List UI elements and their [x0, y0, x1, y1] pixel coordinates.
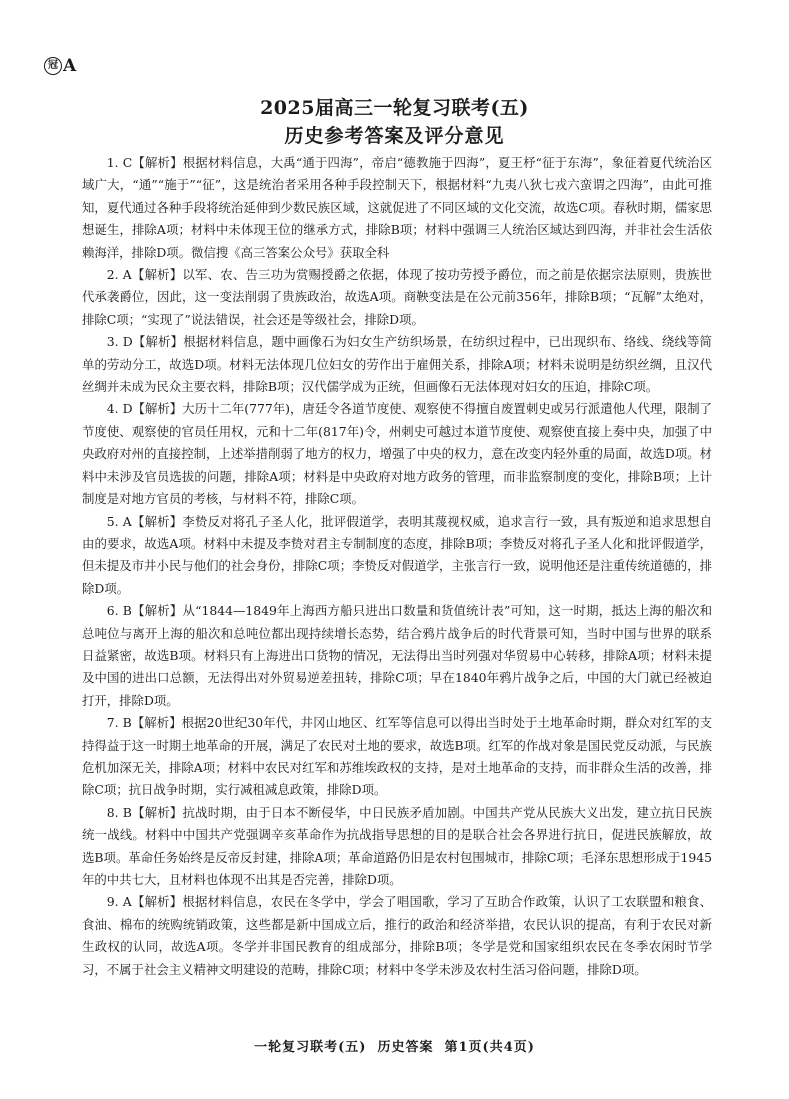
- corner-mark: [44, 56, 76, 76]
- corner-letter: A: [63, 56, 77, 76]
- answer-item-6: 6. B【解析】从“1844—1849年上海西方船只进出口数量和货值统计表”可知，这一时期，抵达上海的船次和总吨位与离开上海的船次和总吨位都出现持续增长态势，结合鸦片战争后的时代背景可知，当时中国与世界的联系日益紧密，故选B项。材料只有上海进出口货物的情况，无法得出当时列强对华贸易中心转移，排除A项；材料未提及中国的进出口总额，无法得出对外贸易逆差扭转，排除C项；早在1840年鸦片战争之后，中国的大门就已经被迫打开，排除D项。: [82, 603, 712, 708]
- answer-item-7: 7. B【解析】根据20世纪30年代，井冈山地区、红军等信息可以得出当时处于土地革命时期，群众对红军的支持得益于这一时期土地革命的开展，满足了农民对土地的要求，故选B项。红军的作战对象是国民党反动派，与民族危机加深无关，排除A项；材料中农民对红军和苏维埃政权的支持，是对土地革命的支持，而非群众生活的改善，排除C项；抗日战争时期，实行减租减息政策，排除D项。: [82, 715, 712, 798]
- answer-list: [82, 152, 712, 981]
- answer-item-5: 5. A【解析】李贽反对将孔子圣人化，批评假道学，表明其蔑视权威，追求言行一致，具有叛逆和追求思想自由的要求，故选A项。材料中未提及李贽对君主专制制度的态度，排除B项；李贽反对将孔子圣人化和批评假道学，但未提及市井小民与他们的社会身份，排除C项；李贽反对假道学，主张言行一致，说明他还是注重传统道德的，排除D项。: [82, 513, 712, 596]
- page-footer: 一轮复习联考(五) 历史答案 第1页(共4页): [254, 1040, 535, 1055]
- seal-stamp: 冠: [44, 57, 62, 75]
- answer-item-9: 9. A【解析】根据材料信息，农民在冬学中，学会了唱国歌，学习了互助合作政策，认识了工农联盟和粮食、食油、棉布的统购统销政策，这些都是新中国成立后，推行的政治和经济举措，农民认识的提高，有利于农民对新生政权的认同，故选A项。冬学并非国民教育的组成部分，排除B项；冬学是党和国家组织农民在冬季农闲时节学习，不属于社会主义精神文明建设的范畴，排除C项；材料中冬学未涉及农村生活习俗问题，排除D项。: [82, 894, 712, 977]
- answer-item-8: 8. B【解析】抗战时期，由于日本不断侵华，中日民族矛盾加剧。中国共产党从民族大义出发，建立抗日民族统一战线。材料中中国共产党强调辛亥革命作为抗战指导思想的目的是联合社会各界进行抗日，促进民族解放，故选B项。革命任务始终是反帝反封建，排除A项；革命道路仍旧是农村包围城市，排除C项；毛泽东思想形成于1945年的中共七大，且材料也体现不出其是否完善，排除D项。: [82, 804, 712, 887]
- document-subtitle: 历史参考答案及评分意见: [284, 125, 505, 147]
- answer-item-1: 1. C【解析】根据材料信息，大禹“通于四海”，帝启“德教施于四海”，夏王杼“征于东海”，象征着夏代统治区域广大，“通”“施于”“征”，这是统治者采用各种手段控制天下，根据材料“九夷八狄七戎六蛮谓之四海”，由此可推知，夏代通过各种手段将统治延伸到少数民族区域，这就促进了不同区域的文化交流，故选C项。春秋时期，儒家思想诞生，排除A项；材料中未体现王位的继承方式，排除B项；材料中强调三人统治区域达到四海，并非社会生活依赖海洋，排除D项。微信搜《高三答案公众号》获取全科: [82, 155, 712, 260]
- document-title: 2025届高三一轮复习联考(五): [260, 97, 529, 119]
- answer-item-3: 3. D【解析】根据材料信息，题中画像石为妇女生产纺织场景，在纺织过程中，已出现织布、络线、绕线等简单的劳动分工，故选D项。材料无法体现几位妇女的劳作出于雇佣关系，排除A项；材料未说明是纺织丝绸，且汉代丝绸并未成为民众主要衣料，排除B项；汉代儒学成为正统，但画像石无法体现对妇女的压迫，排除C项。: [82, 334, 712, 395]
- answer-item-4: 4. D【解析】大历十二年(777年)，唐廷令各道节度使、观察使不得擅自废置刺史或另行派遣他人代理，限制了节度使、观察使的官员任用权，元和十二年(817年)令，州刺史可越过本道节度使、观察使直接上奏中央，加强了中央政府对州的直接控制，上述举措削弱了地方的权力，增强了中央的权力，意在改变内轻外重的局面，故选D项。材料中未涉及官员选拔的问题，排除A项；材料是中央政府对地方政务的管理，而非监察制度的变化，排除B项；上计制度是对地方官员的考核，与材料不符，排除C项。: [82, 401, 712, 507]
- answer-item-2: 2. A【解析】以军、农、告三功为赏赐授爵之依据，体现了按功劳授予爵位，而之前是依据宗法原则，贵族世代承袭爵位，因此，这一变法削弱了贵族政治，故选A项。商鞅变法是在公元前356年，排除B项；“瓦解”太绝对，排除C项；“实现了”说法错误，社会还是等级社会，排除D项。: [82, 267, 712, 327]
